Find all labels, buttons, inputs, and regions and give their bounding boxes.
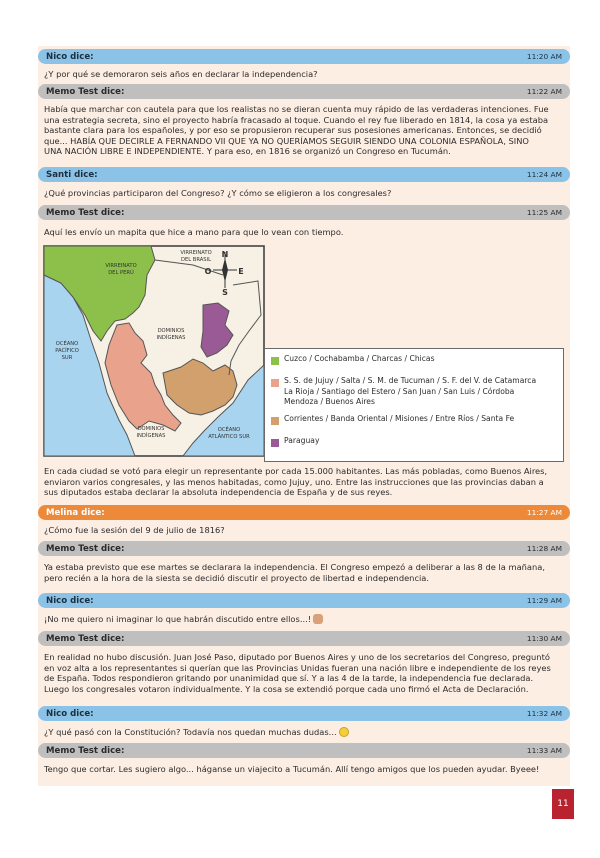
message-text: ¿Y por qué se demoraron seis años en declarar la independencia? bbox=[44, 69, 318, 79]
message-line: una estrategia secreta, sino el proyecto habría fracasado al toque. Cuando el rey fue liberado en 1814, la cosa ya estaba bbox=[44, 114, 549, 125]
sender-name: Melina dice: bbox=[46, 507, 105, 518]
legend-item bbox=[284, 376, 554, 408]
message-time: 11:25 AM bbox=[526, 208, 562, 217]
message-time: 11:24 AM bbox=[526, 170, 562, 179]
legend-swatch-purple bbox=[271, 439, 279, 447]
message-text bbox=[44, 727, 566, 738]
message-text: Tengo que cortar. Les sugiero algo... háganse un viajecito a Tucumán. Allí tengo amigos que los pueden ayudar. Byeee! bbox=[44, 764, 540, 774]
message-line: sus diputados estaba declarar la absoluta independencia de España y de sus reyes. bbox=[44, 487, 393, 498]
message-line: En cada ciudad se votó para elegir un representante por cada 15.000 habitantes. Las más pobladas, como Buenos Aires, bbox=[44, 466, 548, 476]
message-header bbox=[38, 706, 570, 721]
compass-east: E bbox=[238, 267, 244, 276]
sender-name: Memo Test dice: bbox=[46, 207, 125, 218]
sender-name: Nico dice: bbox=[46, 51, 94, 62]
message-line: En realidad no hubo discusión. Juan José Paso, diputado por Buenos Aires y uno de los secretarios del Congreso, preguntó bbox=[44, 652, 550, 662]
compass-north: N bbox=[221, 250, 229, 259]
message-line: enviaron varios congresales, y las menos habitadas, como Jujuy, uno. Entre las instrucciones que las provincias daban a bbox=[44, 476, 544, 487]
message-time: 11:20 AM bbox=[526, 52, 562, 61]
message-text-content: ¿Y qué pasó con la Constitución? Todavía nos quedan muchas dudas... bbox=[44, 727, 337, 737]
message-line: UNA NACIÓN LIBRE E INDEPENDIENTE. Y para eso, en 1816 se organizó un Congreso en Tucumán. bbox=[44, 146, 451, 157]
legend-line: Mendoza / Buenos Aires bbox=[284, 397, 375, 406]
message-text: ¿Cómo fue la sesión del 9 de julio de 1816? bbox=[44, 525, 225, 535]
label-virreinato-peru: VIRREINATO bbox=[105, 263, 137, 269]
message-line: Había que marchar con cautela para que los realistas no se dieran cuenta muy rápido de las verdaderas intenciones. Fue bbox=[44, 104, 549, 114]
message-header bbox=[38, 205, 570, 220]
message-text: ¿Qué provincias participaron del Congreso? ¿Y cómo se eligieron a los congresales? bbox=[44, 188, 392, 198]
compass-west: O bbox=[204, 267, 212, 276]
provinces-map bbox=[43, 245, 265, 457]
message-header bbox=[38, 505, 570, 520]
label-oceano-pacifico: PACÍFICO bbox=[55, 348, 79, 354]
message-text bbox=[44, 562, 566, 583]
label-oceano-atlantico: OCÉANO bbox=[217, 427, 241, 433]
message-time: 11:28 AM bbox=[526, 544, 562, 553]
sender-name: Memo Test dice: bbox=[46, 633, 125, 644]
label-dominios-norte: INDÍGENAS bbox=[156, 335, 186, 341]
sender-name: Memo Test dice: bbox=[46, 543, 125, 554]
message-text bbox=[44, 614, 566, 625]
chat-transcript bbox=[38, 46, 570, 786]
message-time: 11:29 AM bbox=[526, 596, 562, 605]
message-line: Ya estaba previsto que ese martes se declarara la independencia. El Congreso empezó a deliberar a las 8 de la mañana, bbox=[44, 562, 546, 572]
label-virreinato-peru: DEL PERÚ bbox=[108, 270, 134, 276]
legend-line: Cuzco / Cochabamba / Charcas / Chicas bbox=[284, 354, 435, 363]
label-virreinato-brasil: DEL BRASIL bbox=[180, 257, 212, 263]
sender-name: Santi dice: bbox=[46, 169, 98, 180]
legend-swatch-tan bbox=[271, 417, 279, 425]
message-header bbox=[38, 541, 570, 556]
message-line: en voz alta a los representantes si querían que las Provincias Unidas fueran una nación libre e independiente de los reyes bbox=[44, 662, 551, 673]
message-time: 11:30 AM bbox=[526, 634, 562, 643]
sender-name: Memo Test dice: bbox=[46, 745, 125, 756]
sender-name: Memo Test dice: bbox=[46, 86, 125, 97]
legend-line: Corrientes / Banda Oriental / Misiones / Entre Ríos / Santa Fe bbox=[284, 414, 515, 423]
legend-item bbox=[284, 436, 554, 447]
legend-item bbox=[284, 354, 554, 365]
message-line: bastante clara para los españoles, y por eso se propusieron recuperar sus posesiones americanas. Entonces, se decidió bbox=[44, 125, 542, 136]
legend-line: S. S. de Jujuy / Salta / S. M. de Tucuman / S. F. del V. de Catamarca bbox=[284, 376, 537, 385]
legend-line: Paraguay bbox=[284, 436, 320, 445]
message-line: Luego los congresales votaron individualmente. Y la cosa se extendió porque cada uno firmó el Acta de Declaración. bbox=[44, 683, 529, 694]
message-line: de España. Todos respondieron gritando por unanimidad que sí. Y a las 4 de la tarde, la independencia fue declarada. bbox=[44, 673, 534, 684]
message-header bbox=[38, 593, 570, 608]
compass-south: S bbox=[222, 288, 228, 297]
message-text bbox=[44, 466, 566, 498]
label-oceano-pacifico: OCÉANO bbox=[55, 341, 79, 347]
page-number: 11 bbox=[552, 789, 574, 819]
message-text bbox=[44, 652, 566, 694]
message-text: Aquí les envío un mapita que hice a mano para que lo vean con tiempo. bbox=[44, 227, 344, 237]
label-oceano-pacifico: SUR bbox=[61, 355, 73, 361]
thinking-face-emoji-icon bbox=[339, 727, 349, 737]
map-legend bbox=[264, 348, 564, 462]
legend-swatch-green bbox=[271, 357, 279, 365]
label-dominios-norte: DOMINIOS bbox=[157, 328, 185, 334]
message-line: pero recién a la hora de la siesta se decidió discutir el proyecto de libertad e independencia. bbox=[44, 572, 430, 583]
message-header bbox=[38, 49, 570, 64]
message-header bbox=[38, 631, 570, 646]
message-header bbox=[38, 167, 570, 182]
label-dominios-sur: DOMINIOS bbox=[137, 426, 165, 432]
message-time: 11:33 AM bbox=[526, 746, 562, 755]
legend-swatch-pink bbox=[271, 379, 279, 387]
legend-item bbox=[284, 414, 554, 425]
message-time: 11:32 AM bbox=[526, 709, 562, 718]
message-header bbox=[38, 84, 570, 99]
message-text bbox=[44, 104, 566, 157]
message-header bbox=[38, 743, 570, 758]
sender-name: Nico dice: bbox=[46, 595, 94, 606]
flexed-arm-emoji-icon bbox=[313, 614, 323, 624]
label-dominios-sur: INDÍGENAS bbox=[136, 433, 166, 439]
message-time: 11:22 AM bbox=[526, 87, 562, 96]
legend-line: La Rioja / Santiago del Estero / San Juan / San Luis / Córdoba bbox=[284, 386, 515, 396]
sender-name: Nico dice: bbox=[46, 708, 94, 719]
label-virreinato-brasil: VIRREINATO bbox=[180, 250, 212, 256]
message-time: 11:27 AM bbox=[526, 508, 562, 517]
message-text-content: ¡No me quiero ni imaginar lo que habrán discutido entre ellos...! bbox=[44, 614, 312, 624]
label-oceano-atlantico: ATLÁNTICO SUR bbox=[208, 434, 250, 440]
message-line: que... HABÍA QUE DECIRLE A FERNANDO VII QUE YA NO QUERÍAMOS SEGUIR SIENDO UNA COLONIA ESPAÑOLA, SINO bbox=[44, 135, 529, 146]
